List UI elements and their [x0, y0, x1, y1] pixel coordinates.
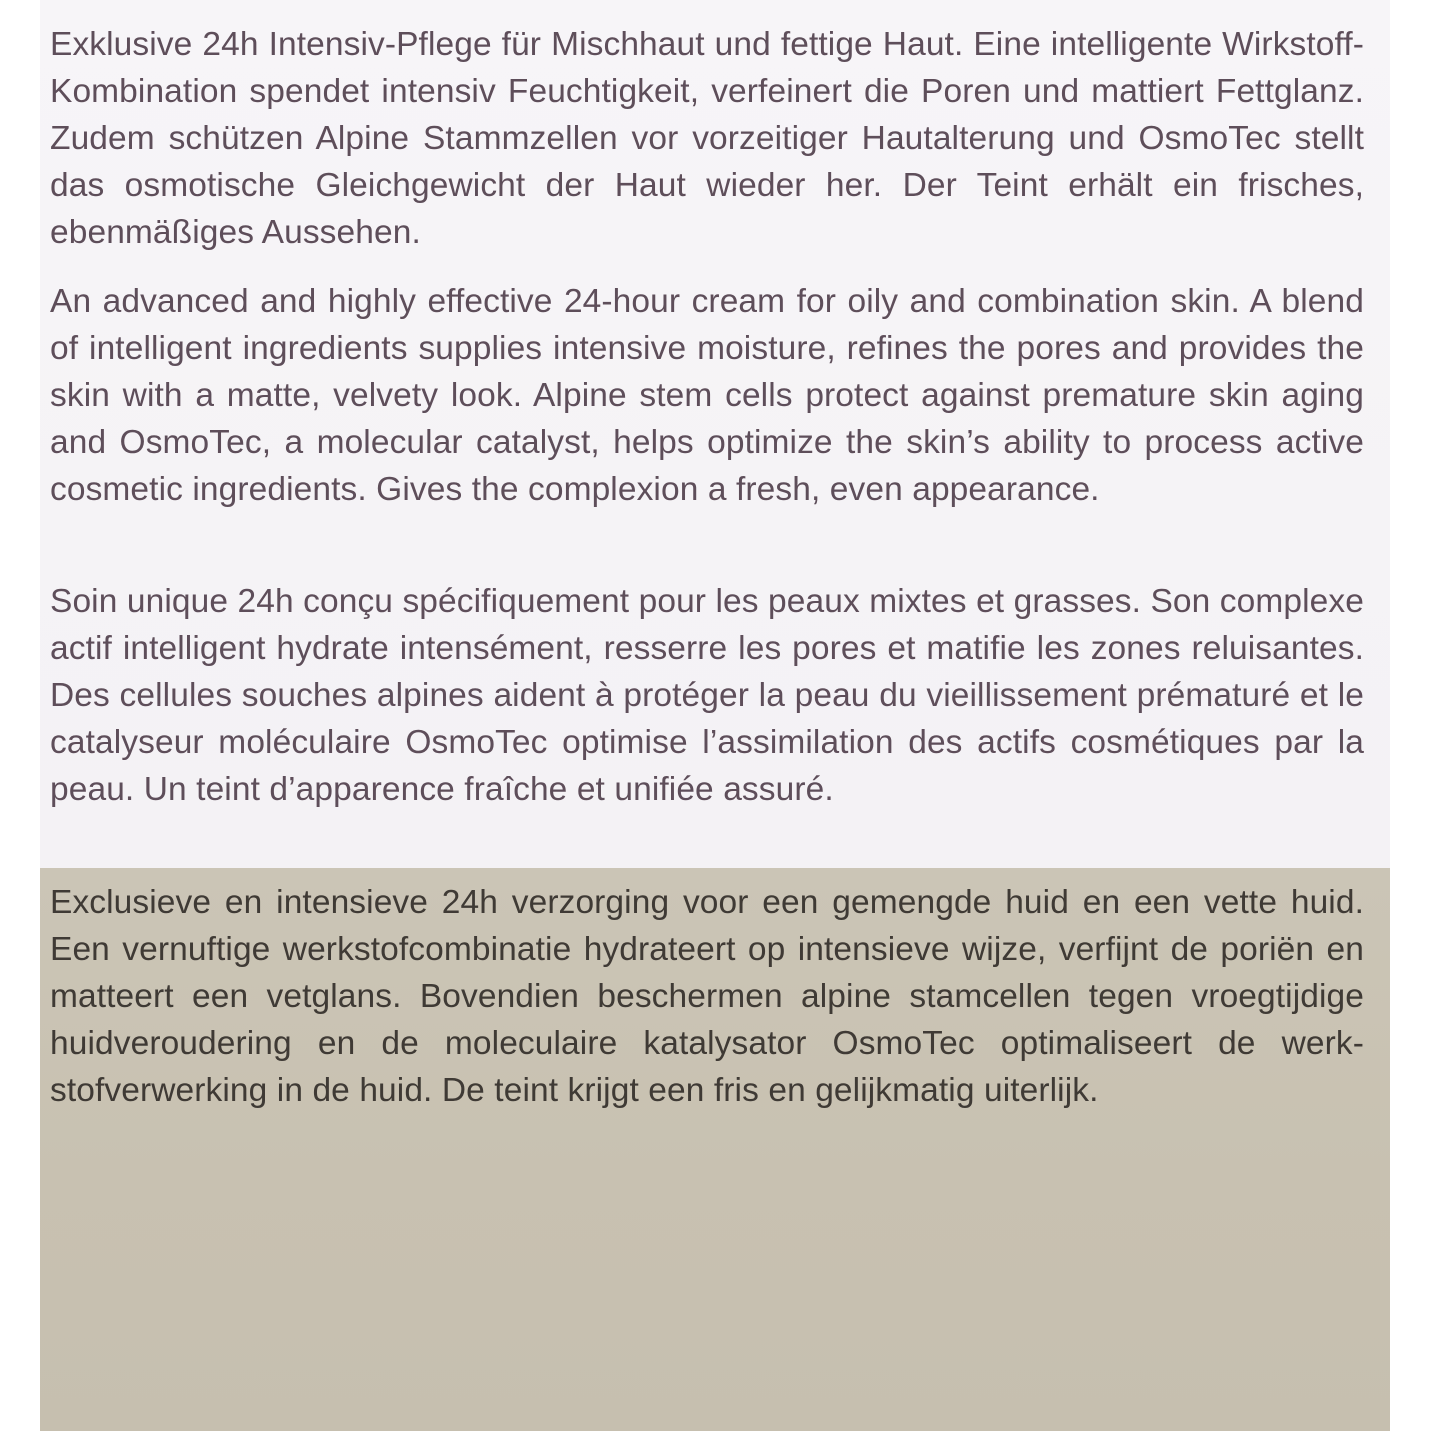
english-description: An advanced and highly effective 24-hour cream for oily and combination skin. A blend of intelligent ingredients supplies intensive moisture, refines the pores and provides the skin with a matte, velvety look. Alpine stem cells protect against premature skin aging and OsmoTec, a molecular catalyst, helps optimize the skin’s ability to process active cosmetic ingredients. Gives the complexion a fresh, even appearance. — [50, 283, 1364, 508]
french-description: Soin unique 24h conçu spécifiquement pour les peaux mixtes et grasses. Son complexe actif intelligent hydrate intensément, resserre les pores et matifie les zones reluisantes. Des cellules souches alpines aident à protéger la peau du vieillissement prématuré et le catalyseur moléculaire OsmoTec optimise l’assimilation des actifs cosmétiques par la peau. Un teint d’apparence fraîche et unifiée assuré. — [50, 583, 1364, 808]
label-panel — [40, 0, 1390, 1431]
dutch-description: Exclusieve en intensieve 24h verzorging voor een gemengde huid en een vette huid. Een vernuftige werkstofcombinatie hydrateert op intensieve wijze, verfijnt de poriën en matteert een vetglans. Bovendien beschermen alpine stamcellen tegen vroegtijdige huidveroudering en de moleculaire katalysator OsmoTec optimaliseert de werk-stofverwerking in de huid. De teint krijgt een fris en gelijkmatig uiterlijk. — [50, 884, 1364, 1109]
german-description: Exklusive 24h Intensiv-Pflege für Mischhaut und fettige Haut. Eine intelligente Wirkstoff-Kombination spendet intensiv Feuchtigkeit, verfeinert die Poren und mattiert Fettglanz. Zudem schützen Alpine Stammzellen vor vorzeitiger Hautalterung und OsmoTec stellt das osmotische Gleichgewicht der Haut wieder her. Der Teint erhält ein frisches, ebenmäßiges Aussehen. — [50, 26, 1364, 251]
